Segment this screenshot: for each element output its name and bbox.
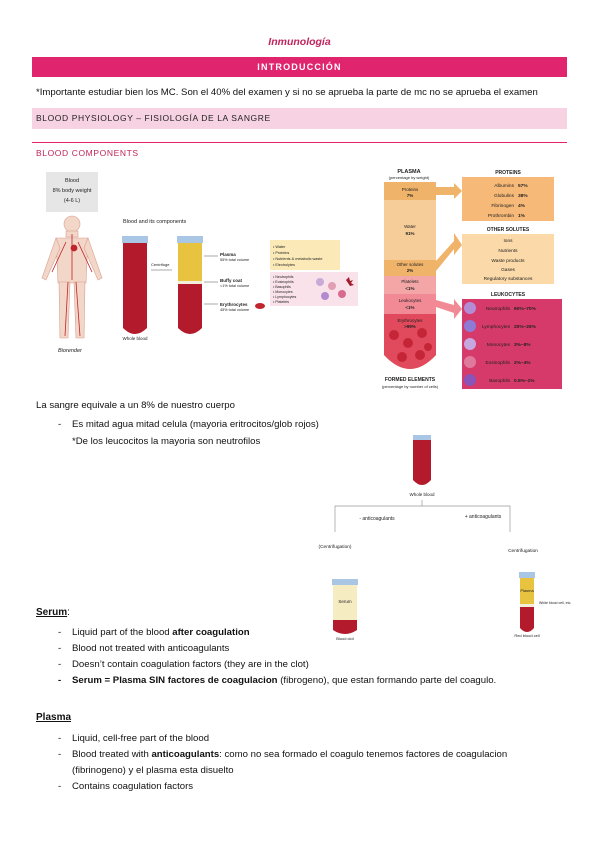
protein-name: Albumins	[494, 184, 514, 189]
serum-bullet-2: Blood not treated with anticoagulants	[72, 643, 230, 654]
blood-components-figure	[30, 168, 360, 358]
buffy-item: • Lymphocytes	[273, 295, 297, 299]
protein-value: 38%	[518, 194, 528, 199]
leukocyte-name: Eosinophils	[485, 361, 510, 366]
solute-item: Nutrients	[498, 249, 518, 254]
page-title: Inmunología	[268, 36, 331, 48]
plasma-subtitle: (percentage by weight)	[388, 175, 430, 180]
arrow-leukocytes	[436, 299, 462, 319]
buffy-item: • Monocytes	[273, 290, 293, 294]
bullet-dash: -	[58, 659, 62, 670]
erythrocytes-label: Erythrocytes	[220, 302, 248, 307]
blood-box-line2: 8% body weight	[52, 188, 92, 194]
serum-b4-text: (fibrogeno), que estan formando parte del coagulo.	[277, 675, 497, 686]
plasma-bullet-3: Contains coagulation factors	[72, 781, 194, 792]
bullet-dash: -	[58, 627, 62, 638]
tube-cap-whole	[122, 236, 148, 243]
serum-b4-bold: Serum = Plasma SIN factores de coagulacion	[72, 675, 278, 686]
row-label: Other solutes	[396, 262, 424, 267]
leukocyte-value: 2%–4%	[514, 361, 531, 366]
serum-b1-bold: after coagulation	[172, 627, 250, 638]
plasma-b2-rest: : como no sea formado el coagulo tenemos factores de coagulacion	[219, 749, 508, 760]
row-value: <1%	[405, 286, 415, 291]
wbc-label: White blood cell, etc.	[539, 601, 572, 605]
row-value: 2%	[406, 268, 414, 273]
row-value: 91%	[405, 231, 415, 236]
serum-bullet-1	[72, 627, 250, 638]
bullet-dash: -	[58, 781, 62, 792]
intro-note: *Importante estudiar bien los MC. Son el 40% del examen y si no se aprueba la parte de mc no se aprueba el examen	[36, 87, 538, 98]
plasma-tube-label: Plasma	[520, 588, 534, 593]
serum-layer	[333, 585, 357, 625]
serum-bullet-4	[72, 675, 496, 686]
plasma-label: Plasma	[220, 252, 236, 257]
section-bar: BLOOD PHYSIOLOGY – FISIOLOGÍA DE LA SANGRE	[32, 108, 567, 129]
tube-buffy-layer	[178, 281, 202, 284]
whole-blood-cap	[413, 435, 431, 440]
serum-b1-text: Liquid part of the blood	[72, 627, 173, 638]
plasma-item: • Water	[273, 245, 286, 249]
plasma-bullet-1: Liquid, cell-free part of the blood	[72, 733, 210, 744]
plasma-title: PLASMA	[397, 169, 421, 175]
bullet-dash: -	[58, 733, 62, 744]
solute-item: Regulatory substances	[483, 277, 533, 282]
protein-name: Prothrombin	[487, 214, 514, 219]
leukocyte-value: 3%–8%	[514, 343, 531, 348]
wbc-layer	[520, 604, 534, 607]
protein-value: 4%	[518, 204, 525, 209]
plasma-b2-bold: anticoagulants	[151, 749, 220, 760]
bullet-dash: -	[58, 643, 62, 654]
tube-whole-blood	[123, 243, 147, 334]
body-bullet-note: *De los leucocitos la mayoria son neutrofilos	[72, 436, 261, 447]
buffy-item: • Neutrophils	[273, 275, 294, 279]
serum-heading-row	[36, 607, 70, 618]
solute-item: Gases	[501, 268, 515, 273]
buffy-item: • Eosinophils	[273, 280, 294, 284]
section-subheading: BLOOD COMPONENTS	[36, 148, 139, 158]
buffy-volume: <1% total volume	[220, 284, 250, 288]
plasma-volume: 55% total volume	[220, 258, 250, 262]
buffy-label: Buffy coat	[220, 278, 243, 283]
solute-item: Waste products	[491, 259, 525, 264]
leukocyte-name: Monocytes	[486, 343, 510, 348]
tube-rbc-layer	[178, 284, 202, 334]
blood-box-line3: (4-6 L)	[63, 198, 81, 204]
plasma-item: • Proteins	[273, 251, 290, 255]
leukocytes-box	[462, 299, 562, 389]
protein-name: Globulins	[494, 194, 514, 199]
serum-heading: Serum	[36, 607, 68, 618]
formed-elements-subtitle: (percentage by number of cells)	[381, 384, 439, 389]
solute-item: Ions	[503, 239, 513, 244]
whole-blood-label: Whole blood	[409, 492, 435, 497]
protein-name: Fibrinogen	[491, 204, 514, 209]
erythrocytes-volume: 45% total volume	[220, 308, 250, 312]
bullet-dash: -	[58, 675, 62, 686]
row-label: Proteins	[401, 187, 419, 192]
intro-section-bar: INTRODUCCIÓN	[32, 57, 567, 77]
buffy-item: • Basophils	[273, 285, 291, 289]
leukocyte-name: Lymphocytes	[481, 325, 510, 330]
plasma-b2-text: Blood treated with	[72, 749, 152, 760]
plasma-bullet-2-cont: (fibrinogeno) y el plasma esta disuelto	[72, 765, 234, 776]
minus-anticoagulants: - anticoagulants	[359, 516, 395, 522]
other-solutes-heading: OTHER SOLUTES	[486, 227, 530, 233]
bullet-dash: -	[58, 749, 62, 760]
plasma-heading: Plasma	[36, 712, 72, 723]
rbc-label: Red blood cell	[514, 633, 540, 638]
section-divider	[32, 142, 567, 143]
plasma-item: • Electrolytes	[273, 263, 296, 267]
centrifugation-right: Centrifugation	[508, 549, 538, 554]
body-line: La sangre equivale a un 8% de nuestro cuerpo	[36, 400, 235, 411]
formed-elements-title: FORMED ELEMENTS	[384, 377, 436, 383]
row-value: <1%	[405, 305, 415, 310]
serum-label: Serum	[338, 599, 352, 604]
leukocyte-name: Basophils	[489, 379, 510, 384]
serum-colon: :	[67, 607, 70, 618]
row-label: Water	[404, 224, 416, 229]
rbc-layer	[520, 607, 534, 632]
leukocyte-value: 60%–70%	[514, 307, 536, 312]
row-label: Platelets	[401, 279, 419, 284]
whole-blood-label: Whole blood	[122, 336, 148, 341]
protein-value: 57%	[518, 184, 528, 189]
plus-anticoagulants: + anticoagulants	[464, 514, 502, 520]
blood-box-line1: Blood	[64, 178, 80, 184]
leukocyte-value: 20%–25%	[514, 325, 536, 330]
components-caption: Blood and its components	[123, 219, 187, 225]
blood-clot-label: Blood clot	[336, 636, 354, 641]
protein-value: 1%	[518, 214, 525, 219]
centrifuge-label: Centrifuge	[151, 262, 170, 267]
leukocyte-name: Neutrophils	[485, 307, 510, 312]
leukocyte-value: 0.5%–1%	[514, 379, 535, 384]
plasma-formed-elements-figure	[364, 165, 569, 395]
buffy-item: • Platelets	[273, 300, 290, 304]
plasma-bullet-2	[72, 749, 507, 760]
row-label: Leukocytes	[398, 298, 422, 303]
biorender-label: Biorender	[58, 348, 82, 354]
row-label: Erythrocytes	[397, 318, 423, 323]
bullet-dash: -	[58, 419, 62, 430]
serum-bullet-3: Doesn’t contain coagulation factors (they are in the clot)	[72, 659, 309, 670]
row-value: >99%	[404, 324, 416, 329]
serum-tube-cap	[332, 579, 358, 585]
centrifugation-left: (Centrifugation)	[318, 545, 352, 550]
plasma-tube-cap	[519, 572, 535, 578]
plasma-item: • Nutrients & metabolic waste	[273, 257, 323, 261]
arrow-solutes	[436, 233, 462, 271]
body-bullet: Es mitad agua mitad celula (mayoria eritrocitos/glob rojos)	[72, 419, 319, 430]
tube-cap-separated	[177, 236, 203, 243]
leukocytes-heading: LEUKOCYTES	[490, 292, 526, 298]
clot-layer	[333, 620, 357, 634]
proteins-heading: PROTEINS	[495, 170, 521, 176]
tube-plasma-layer	[178, 243, 202, 281]
row-value: 7%	[406, 193, 414, 198]
arrow-proteins	[436, 183, 462, 199]
serum-plasma-diagram	[315, 432, 572, 642]
whole-blood-tube	[413, 440, 431, 485]
